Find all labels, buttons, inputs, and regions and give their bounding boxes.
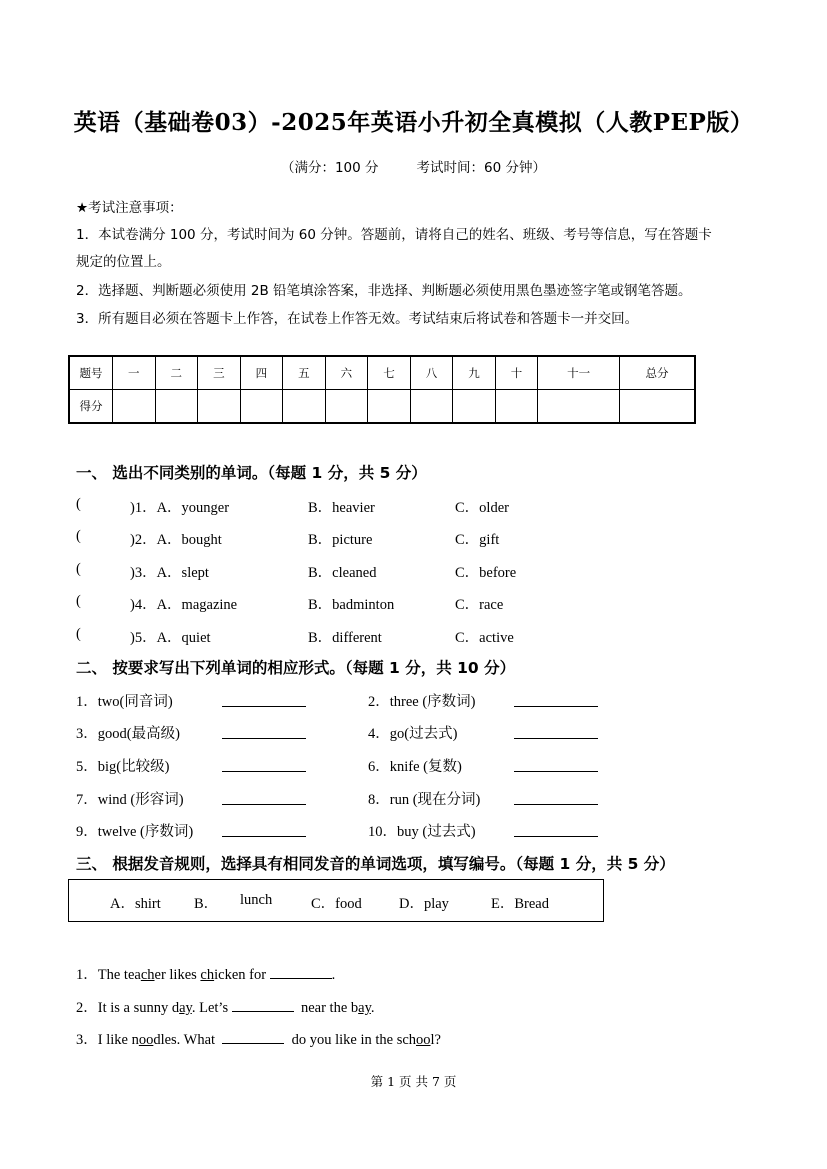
q-text: near the b <box>300 1000 359 1016</box>
answer-blank[interactable] <box>222 790 306 805</box>
q-text: . <box>331 967 336 983</box>
option-a: A．shirt <box>110 896 161 912</box>
notice-line-1: 1．本试卷满分 100 分，考试时间为 60 分钟。答题前，请将自己的姓名、班级、考号等信息，写在答题卡 <box>76 227 712 243</box>
score-entry[interactable] <box>240 390 283 424</box>
score-cell: 总分 <box>620 356 696 390</box>
q-text: . Let’s <box>191 1000 229 1016</box>
underlined-letters: ay <box>358 1000 371 1016</box>
score-entry[interactable] <box>620 390 696 424</box>
paren-open: ( <box>76 561 81 577</box>
page-footer: 第 1 页 共 7 页 <box>370 1074 457 1089</box>
underlined-letters: oo <box>416 1032 431 1048</box>
answer-blank[interactable] <box>514 757 598 772</box>
score-cell: 七 <box>368 356 411 390</box>
sound-question-2 <box>76 996 375 1017</box>
option-c: C．food <box>311 896 362 912</box>
underlined-letters: oo <box>138 1032 154 1048</box>
option-b: B．picture <box>308 532 373 548</box>
score-cell: 十一 <box>538 356 620 390</box>
word-prompt: 3．good(最高级) <box>76 726 180 742</box>
score-cell: 五 <box>283 356 326 390</box>
score-row-label: 得分 <box>69 390 113 424</box>
score-entry[interactable] <box>155 390 198 424</box>
score-entry[interactable] <box>325 390 368 424</box>
score-cell: 题号 <box>69 356 113 390</box>
word-prompt: 4．go(过去式) <box>368 726 458 742</box>
underlined-letters: ch <box>140 967 155 983</box>
answer-blank[interactable] <box>222 822 306 837</box>
answer-blank[interactable] <box>514 724 598 739</box>
underlined-letters: ch <box>200 967 215 983</box>
q-text: do you like in the sch <box>291 1032 417 1048</box>
score-cell: 四 <box>240 356 283 390</box>
exam-time: 考试时间：60 分钟） <box>416 160 547 176</box>
option-a: )1．A．younger <box>130 500 230 516</box>
option-b: B．badminton <box>308 597 395 613</box>
score-cell: 九 <box>453 356 496 390</box>
score-entry[interactable] <box>538 390 620 424</box>
q-text: er likes <box>154 967 201 983</box>
answer-blank[interactable] <box>222 724 306 739</box>
score-entry[interactable] <box>113 390 156 424</box>
paren-open: ( <box>76 496 81 512</box>
paren-open: ( <box>76 626 81 642</box>
word-prompt: 8．run (现在分词) <box>368 792 481 808</box>
q-text: . <box>370 1000 375 1016</box>
option-b-label: B． <box>194 896 219 912</box>
q-text: dles. What <box>153 1032 216 1048</box>
score-cell: 八 <box>410 356 453 390</box>
word-prompt: 5．big(比较级) <box>76 759 170 775</box>
option-a: )3．A．slept <box>130 565 209 581</box>
section1-title: 一、 选出不同类别的单词。（每题 1 分，共 5 分） <box>76 464 427 482</box>
answer-blank[interactable] <box>222 1029 284 1044</box>
paren-open: ( <box>76 528 81 544</box>
underlined-letters: ay <box>179 1000 192 1016</box>
word-prompt: 7．wind (形容词) <box>76 792 184 808</box>
word-prompt: 1．two(同音词) <box>76 694 173 710</box>
option-a: )4．A．magazine <box>130 597 238 613</box>
score-cell: 二 <box>155 356 198 390</box>
exam-info <box>0 156 827 176</box>
score-table-score-row <box>69 390 695 424</box>
q-text: 3．I like n <box>76 1032 139 1048</box>
word-prompt: 2．three (序数词) <box>368 694 476 710</box>
section3-title: 三、 根据发音规则，选择具有相同发音的单词选项，填写编号。（每题 1 分，共 5 分） <box>76 855 675 873</box>
score-entry[interactable] <box>410 390 453 424</box>
option-a: )2．A．bought <box>130 532 222 548</box>
answer-blank[interactable] <box>232 997 294 1012</box>
q-text: 2．It is a sunny d <box>76 1000 180 1016</box>
score-table-header-row <box>69 356 695 390</box>
notice-line-3: 3．所有题目必须在答题卡上作答，在试卷上作答无效。考试结束后将试卷和答题卡一并交回。 <box>76 311 639 327</box>
sound-question-1 <box>76 963 335 984</box>
answer-blank[interactable] <box>222 757 306 772</box>
word-prompt: 9．twelve (序数词) <box>76 824 194 840</box>
section2-title: 二、 按要求写出下列单词的相应形式。（每题 1 分，共 10 分） <box>76 659 516 677</box>
word-prompt: 6．knife (复数) <box>368 759 462 775</box>
notice-line-2: 2．选择题、判断题必须使用 2B 铅笔填涂答案，非选择、判断题必须使用黑色墨迹签字笔或钢笔答题。 <box>76 283 692 299</box>
score-entry[interactable] <box>368 390 411 424</box>
option-c: C．active <box>455 630 514 646</box>
option-c: C．older <box>455 500 509 516</box>
q-text: icken for <box>214 967 267 983</box>
q-text: l? <box>430 1032 441 1048</box>
answer-blank[interactable] <box>514 692 598 707</box>
option-b: B．heavier <box>308 500 375 516</box>
score-entry[interactable] <box>495 390 538 424</box>
option-b: B．cleaned <box>308 565 377 581</box>
answer-blank[interactable] <box>514 822 598 837</box>
full-score: （满分：100 分 <box>280 160 379 176</box>
page-title: 英语（基础卷03）-2025年英语小升初全真模拟（人教PEP版） <box>73 109 754 136</box>
q-text: 1．The tea <box>76 967 141 983</box>
notice-line-1b: 规定的位置上。 <box>76 254 171 270</box>
option-a: )5．A．quiet <box>130 630 211 646</box>
option-c: C．gift <box>455 532 500 548</box>
answer-blank[interactable] <box>514 790 598 805</box>
option-b: B．different <box>308 630 382 646</box>
paren-open: ( <box>76 593 81 609</box>
answer-blank[interactable] <box>222 692 306 707</box>
word-prompt: 10．buy (过去式) <box>368 824 476 840</box>
option-d: D．play <box>399 896 449 912</box>
score-entry[interactable] <box>198 390 241 424</box>
option-c: C．before <box>455 565 517 581</box>
score-entry[interactable] <box>453 390 496 424</box>
option-b-word: lunch <box>240 892 273 908</box>
score-cell: 十 <box>495 356 538 390</box>
score-cell: 六 <box>325 356 368 390</box>
sound-question-3 <box>76 1028 441 1049</box>
score-entry[interactable] <box>283 390 326 424</box>
option-c: C．race <box>455 597 504 613</box>
score-table <box>68 355 696 424</box>
answer-blank[interactable] <box>270 964 332 979</box>
notice-heading: ★考试注意事项： <box>76 200 183 216</box>
option-e: E．Bread <box>491 896 549 912</box>
score-cell: 三 <box>198 356 241 390</box>
score-cell: 一 <box>113 356 156 390</box>
